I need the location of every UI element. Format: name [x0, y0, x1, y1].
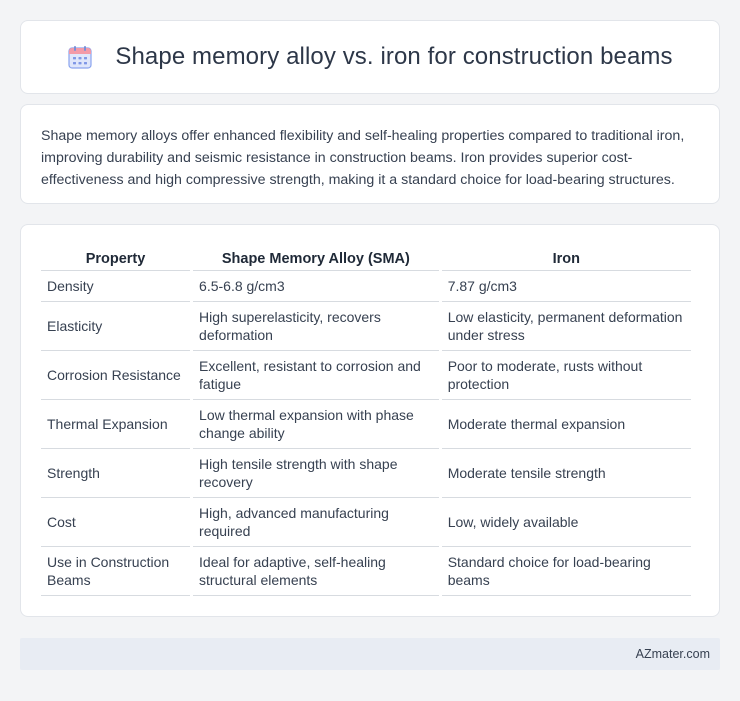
summary-text: Shape memory alloys offer enhanced flexibility and self-healing properties compared to traditional iron, improving durability and seismic resistance in construction beams. Iron provides superior cost-effectiveness and high compressive strength, making it a standard choice for load-bearing structures. [41, 128, 685, 188]
cell-sma: Ideal for adaptive, self-healing structural elements [193, 547, 439, 596]
table-row [41, 498, 691, 547]
cell-sma: High superelasticity, recovers deformation [193, 302, 439, 351]
cell-property: Elasticity [41, 302, 190, 351]
cell-iron: Low elasticity, permanent deformation under stress [442, 302, 691, 351]
cell-property: Strength [41, 449, 190, 498]
cell-property: Thermal Expansion [41, 400, 190, 449]
table-row [41, 400, 691, 449]
header-property: Property [41, 245, 190, 271]
comparison-table [38, 245, 694, 596]
cell-property: Cost [41, 498, 190, 547]
cell-iron: 7.87 g/cm3 [442, 271, 691, 302]
cell-sma: Low thermal expansion with phase change ability [193, 400, 439, 449]
cell-sma: High, advanced manufacturing required [193, 498, 439, 547]
cell-sma: High tensile strength with shape recovery [193, 449, 439, 498]
comparison-table-card [20, 224, 720, 617]
cell-iron: Low, widely available [442, 498, 691, 547]
cell-property: Use in Construction Beams [41, 547, 190, 596]
header-sma: Shape Memory Alloy (SMA) [193, 245, 439, 271]
footer-site-link[interactable]: AZmater.com [635, 647, 710, 661]
cell-sma: 6.5-6.8 g/cm3 [193, 271, 439, 302]
cell-property: Density [41, 271, 190, 302]
table-row [41, 302, 691, 351]
table-row [41, 271, 691, 302]
title-card [20, 20, 720, 94]
cell-iron: Moderate thermal expansion [442, 400, 691, 449]
cell-property: Corrosion Resistance [41, 351, 190, 400]
summary-card [20, 104, 720, 204]
cell-iron: Poor to moderate, rusts without protection [442, 351, 691, 400]
header-iron: Iron [442, 245, 691, 271]
table-row [41, 547, 691, 596]
footer [20, 638, 720, 670]
table-header-row [41, 245, 691, 271]
table-row [41, 351, 691, 400]
page-title: Shape memory alloy vs. iron for construction beams [115, 43, 673, 70]
cell-sma: Excellent, resistant to corrosion and fatigue [193, 351, 439, 400]
calendar-icon [67, 44, 93, 70]
title-wrap [67, 43, 672, 71]
cell-iron: Moderate tensile strength [442, 449, 691, 498]
cell-iron: Standard choice for load-bearing beams [442, 547, 691, 596]
table-row [41, 449, 691, 498]
